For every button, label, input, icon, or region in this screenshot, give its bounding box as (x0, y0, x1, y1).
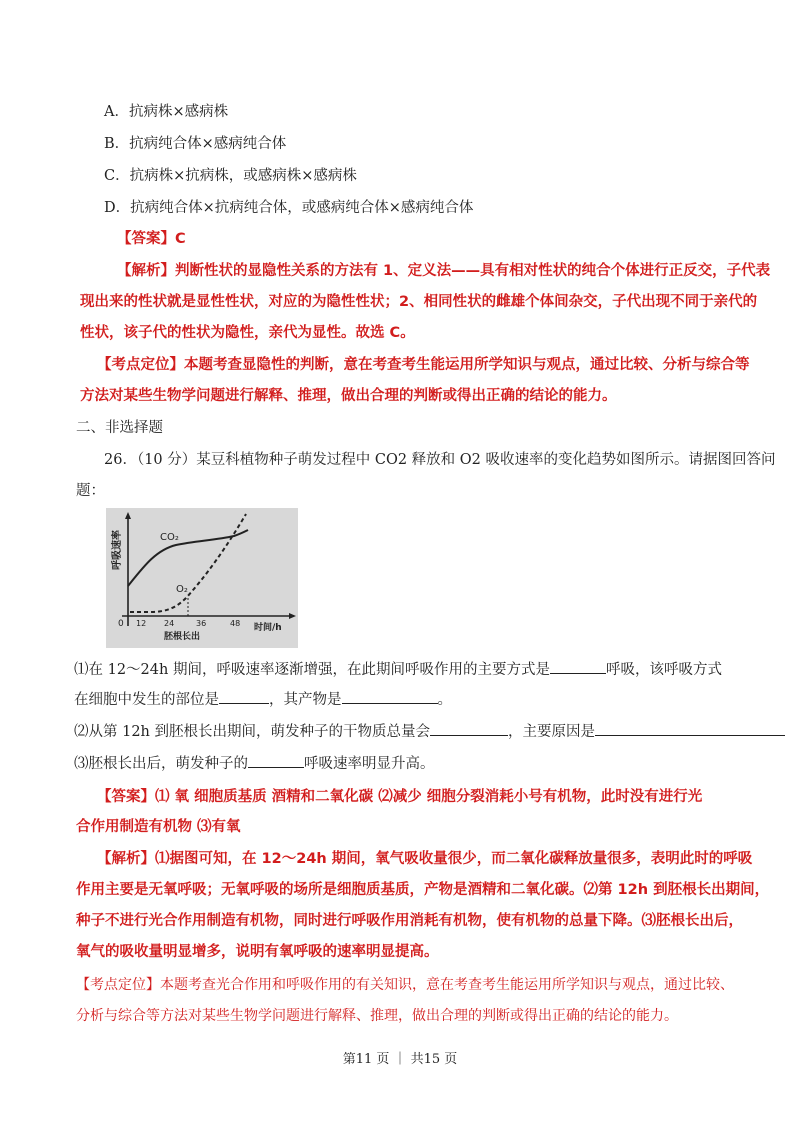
co2-label: CO₂ (160, 532, 179, 543)
x-axis-arrow (289, 613, 296, 619)
answer-label: 【答案】 (97, 789, 155, 805)
q26-kaodian-line: 【考点定位】本题考查光合作用和呼吸作用的有关知识，意在考查考生能运用所学知识与观点，通过比较、 (76, 977, 734, 993)
origin-label: 0 (118, 619, 124, 629)
tick-48: 48 (230, 619, 241, 628)
kaodian-label: 【考点定位】 (76, 977, 160, 993)
q26-sub1-line2: 在细胞中发生的部位是 ，其产物是 。 (74, 689, 452, 710)
q26-stem: 26．（10 分）某豆科植物种子萌发过程中 CO2 释放和 O2 吸收速率的变化趋势如图所示。请据图回答问 (104, 452, 776, 468)
answer-blank (550, 659, 606, 674)
q25-kaodian-line: 方法对某些生物学问题进行解释、推理，做出合理的判断或得出正确的结论的能力。 (80, 388, 617, 404)
answer-blank (219, 689, 269, 704)
q26-sub2: ⑵从第 12h 到胚根长出期间，萌发种子的干物质总量会 ，主要原因是 (74, 721, 785, 742)
sprout-label: 胚根长出 (164, 632, 201, 642)
q26-kaodian-line: 分析与综合等方法对某些生物学问题进行解释、推理，做出合理的判断或得出正确的结论的能力。 (76, 1008, 678, 1024)
q26-stem-cont: 题： (76, 483, 105, 499)
answer-blank (248, 753, 304, 768)
section-title: 二、非选择题 (76, 420, 163, 436)
answer-value: C (175, 231, 186, 247)
answer-label: 【答案】 (117, 231, 175, 247)
q26-analysis-line: 【解析】⑴据图可知，在 12～24h 期间，氧气吸收量很少，而二氧化碳释放量很多，表明此时的呼吸 (97, 851, 753, 867)
x-axis-label: 时间/h (254, 623, 282, 633)
q26-sub1-line1: ⑴在 12～24h 期间，呼吸速率逐渐增强，在此期间呼吸作用的主要方式是 呼吸，该呼吸方式 (74, 659, 722, 680)
analysis-label: 【解析】 (117, 263, 175, 279)
kaodian-label: 【考点定位】 (97, 357, 184, 373)
q25-analysis-line: 性状，该子代的性状为隐性，亲代为显性。故选 C。 (80, 325, 415, 341)
answer-blank (595, 721, 785, 736)
q26-sub3: ⑶胚根长出后，萌发种子的 呼吸速率明显升高。 (74, 753, 435, 774)
tick-24: 24 (164, 619, 175, 628)
page-footer: 第11 页 ｜ 共15 页 (342, 1052, 458, 1067)
q25-kaodian-line: 【考点定位】本题考查显隐性的判断，意在考查考生能运用所学知识与观点，通过比较、分析与综合等 (97, 357, 750, 373)
y-axis-label: 呼吸速率 (112, 530, 123, 570)
q26-answer-line: 合作用制造有机物 ⑶有氧 (76, 819, 241, 835)
q25-analysis-line: 现出来的性状就是显性性状，对应的为隐性性状；2、相同性状的雌雄个体间杂交，子代出现不同于亲代的 (80, 294, 758, 310)
tick-36: 36 (196, 619, 207, 628)
q25-analysis-line: 【解析】判断性状的显隐性关系的方法有 1、定义法——具有相对性状的纯合个体进行正反交，子代表 (117, 263, 771, 279)
q26-analysis-line: 氧气的吸收量明显增多，说明有氧呼吸的速率明显提高。 (76, 944, 439, 960)
option-c: C．抗病株×抗病株，或感病株×感病株 (104, 168, 357, 184)
y-axis-arrow (125, 512, 131, 519)
option-d: D．抗病纯合体×抗病纯合体，或感病纯合体×感病纯合体 (104, 200, 474, 216)
q26-analysis-line: 种子不进行光合作用制造有机物，同时进行呼吸作用消耗有机物，使有机物的总量下降。⑶胚根长出后， (76, 913, 743, 929)
respiration-graph (106, 508, 298, 648)
q25-answer (117, 229, 186, 249)
analysis-label: 【解析】 (97, 851, 155, 867)
option-b: B．抗病纯合体×感病纯合体 (104, 136, 287, 152)
q26-answer-line: 【答案】⑴ 氧 细胞质基质 酒精和二氧化碳 ⑵减少 细胞分裂消耗小号有机物，此时没有进行光 (97, 789, 703, 805)
answer-blank (342, 689, 438, 704)
o2-label: O₂ (176, 584, 188, 595)
q26-analysis-line: 作用主要是无氧呼吸；无氧呼吸的场所是细胞质基质，产物是酒精和二氧化碳。⑵第 12h 到胚根长出期间， (76, 882, 770, 898)
answer-blank (430, 721, 508, 736)
option-a: A．抗病株×感病株 (104, 104, 229, 120)
tick-12: 12 (136, 619, 147, 628)
